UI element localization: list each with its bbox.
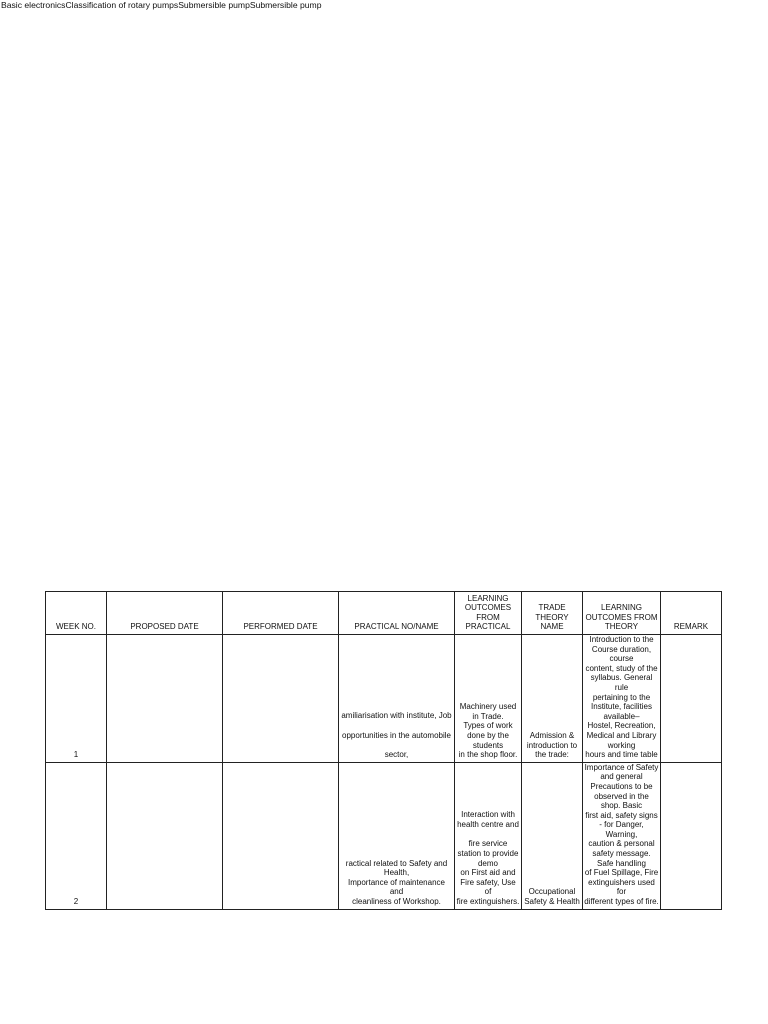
header-line: LEARNING (601, 603, 642, 613)
cell-line: Precautions to be (590, 781, 653, 791)
cell-line: working (607, 740, 636, 750)
cell-line: health centre and (457, 819, 519, 829)
cell-line: Hostel, Recreation, (587, 721, 656, 731)
table-row (46, 762, 722, 909)
cell-line: ractical related to Safety and (345, 858, 448, 868)
cell-line: Interaction with (461, 810, 515, 820)
cell-line-blank (456, 829, 520, 839)
cell-line: and general (600, 772, 643, 782)
cell-line: Fire safety, Use (460, 877, 516, 887)
cell-line: content, study of the (585, 663, 658, 673)
trade-theory-cell (522, 635, 583, 763)
cell-line: safety message. (592, 849, 651, 859)
header-proposed-date: PROPOSED DATE (107, 592, 223, 635)
cell-line: shop. Basic (600, 801, 643, 811)
cell-line: available– (603, 711, 640, 721)
table-row (46, 635, 722, 763)
header-remark: REMARK (661, 592, 722, 635)
header-line: THEORY (535, 612, 569, 622)
week-no-cell: 1 (46, 635, 107, 763)
trade-theory-cell (522, 762, 583, 909)
header-line: OUTCOMES FROM (585, 612, 658, 622)
cell-line: Safety & Health (524, 897, 580, 907)
performed-date-cell (223, 762, 339, 909)
header-performed-date: PERFORMED DATE (223, 592, 339, 635)
cell-line: extinguishers used (588, 877, 655, 887)
cell-line: Occupational (528, 887, 576, 897)
header-line: PRACTICAL (465, 622, 511, 632)
cell-line: Importance of Safety (584, 762, 659, 772)
cell-line: Types of work (463, 721, 513, 731)
week-no-cell: 2 (46, 762, 107, 909)
cell-line: station to provide (457, 849, 519, 859)
cell-line: in the shop floor. (458, 750, 518, 760)
header-week-no: WEEK NO. (46, 592, 107, 635)
cell-line: Machinery used (459, 702, 517, 712)
cell-line: pertaining to the (592, 692, 651, 702)
cell-line: demo (477, 858, 498, 868)
cell-line: done by the (467, 730, 509, 740)
cell-line: Admission & (529, 730, 575, 740)
cell-line: cleanliness of Workshop. (352, 897, 441, 907)
cell-line: on First aid and (460, 868, 516, 878)
cell-line: fire service (468, 839, 508, 849)
header-line: FROM (476, 612, 500, 622)
cell-line: students (472, 740, 504, 750)
header-line: LEARNING (467, 593, 509, 603)
header-line: TRADE (538, 603, 566, 613)
cell-line: first aid, safety signs (585, 810, 658, 820)
cell-line: Medical and Library (586, 730, 657, 740)
cell-line: caution & personal (588, 839, 655, 849)
cell-line: course (609, 654, 634, 664)
header-lo-practical (455, 592, 522, 635)
cell-line: Introduction to the (589, 635, 654, 644)
remark-cell (661, 635, 722, 763)
cell-line: Health, (383, 868, 410, 878)
cell-line: Warning, (605, 829, 638, 839)
header-practical-name: PRACTICAL NO/NAME (339, 592, 455, 635)
lo-practical-cell (455, 762, 522, 909)
lo-practical-cell (455, 635, 522, 763)
table-header-row (46, 592, 722, 635)
lo-theory-cell (583, 762, 661, 909)
header-line: THEORY (604, 622, 639, 632)
cell-line: Importance of maintenance (348, 877, 445, 887)
lo-theory-cell (583, 635, 661, 763)
header-trade-theory (522, 592, 583, 635)
cell-line: hours and time table (585, 750, 658, 760)
cell-line: and (389, 887, 404, 897)
cell-line: introduction to (526, 740, 578, 750)
performed-date-cell (223, 635, 339, 763)
cell-line: Institute, facilities (591, 702, 652, 712)
cell-line: Course duration, (591, 644, 652, 654)
cell-line-blank (340, 740, 453, 750)
cell-line: of Fuel Spillage, Fire (584, 868, 659, 878)
proposed-date-cell (107, 635, 223, 763)
proposed-date-cell (107, 762, 223, 909)
remark-cell (661, 762, 722, 909)
cell-line: - for Danger, (599, 820, 644, 830)
cell-line-blank (340, 721, 453, 731)
cell-line: for (616, 887, 627, 897)
cell-line: the trade: (535, 750, 569, 760)
cell-line: opportunities in the automobile (342, 730, 451, 740)
cell-line: syllabus. General (590, 673, 653, 683)
cell-line: in Trade. (472, 711, 504, 721)
header-line: OUTCOMES (464, 603, 512, 613)
training-log-table (45, 591, 722, 910)
cell-line: of (484, 887, 492, 897)
cell-line: observed in the (594, 791, 649, 801)
cell-line: fire extinguishers. (456, 897, 520, 907)
header-line: NAME (540, 622, 564, 632)
cell-line: Safe handling (597, 858, 646, 868)
practical-name-cell (339, 635, 455, 763)
practical-name-cell (339, 762, 455, 909)
cell-line: sector, (384, 750, 409, 760)
header-lo-theory (583, 592, 661, 635)
cell-line: amiliarisation with institute, Job (341, 710, 452, 720)
cell-line: rule (614, 682, 629, 692)
page-header-text: Basic electronicsClassification of rotary pumpsSubmersible pumpSubmersible pump (1, 0, 322, 10)
cell-line: different types of fire. (584, 897, 659, 907)
